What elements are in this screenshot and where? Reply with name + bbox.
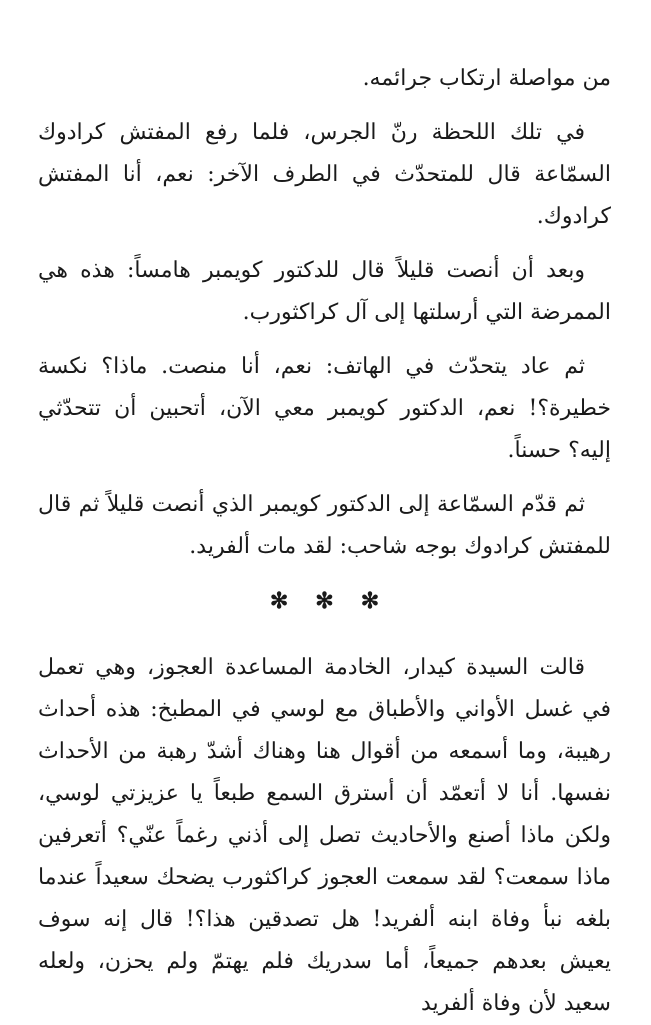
paragraph-continuation: من مواصلة ارتكاب جرائمه. [362, 66, 611, 91]
separator-asterisk: ✻ [269, 588, 289, 614]
section-separator [38, 586, 611, 617]
paragraph-mrs-kidder: قالت السيدة كيدار، الخادمة المساعدة العجوز، وهي تعمل في غسل الأواني والأطباق مع لوسي في المطبخ: هذه أحداث رهيبة، وما أسمعه من أقوال هنا وهناك أشدّ رهبة من الأحداث نفسها. أنا لا أتعمّد أن أسترق السمع طبعاً يا عزيزتي لوسي، ولكن ماذا أصنع والأحاديث تصل إلى أذني رغماً عنّي؟ أتعرفين ماذا سمعت؟ لقد سمعت العجوز كراكثورب يضحك سعيداً عندما بلغه نبأ وفاة ابنه ألفريد! هل تصدقين هذا؟! قال إنه سوف يعيش بعدهم جميعاً، أما سدريك فلم يهتمّ ولم يحزن، ولعله سعيد لأن وفاة ألفريد [38, 655, 611, 1016]
separator-asterisk: ✻ [360, 588, 380, 614]
paragraph-nurse: وبعد أن أنصت قليلاً قال للدكتور كويمبر هامساً: هذه هي الممرضة التي أرسلتها إلى آل كراكثورب. [38, 258, 611, 325]
paragraph-alfred-died: ثم قدّم السمّاعة إلى الدكتور كويمبر الذي أنصت قليلاً ثم قال للمفتش كرادوك بوجه شاحب: لقد مات ألفريد. [38, 492, 611, 559]
separator-asterisk: ✻ [315, 588, 334, 614]
paragraph-phone-ring: في تلك اللحظة رنّ الجرس، فلما رفع المفتش كرادوك السمّاعة قال للمتحدّث في الطرف الآخر: نعم، أنا المفتش كرادوك. [38, 120, 611, 229]
paragraph-phone-talk: ثم عاد يتحدّث في الهاتف: نعم، أنا منصت. ماذا؟ نكسة خطيرة؟! نعم، الدكتور كويمبر معي الآن، أتحبين أن تتحدّثي إليه؟ حسناً. [38, 354, 611, 463]
